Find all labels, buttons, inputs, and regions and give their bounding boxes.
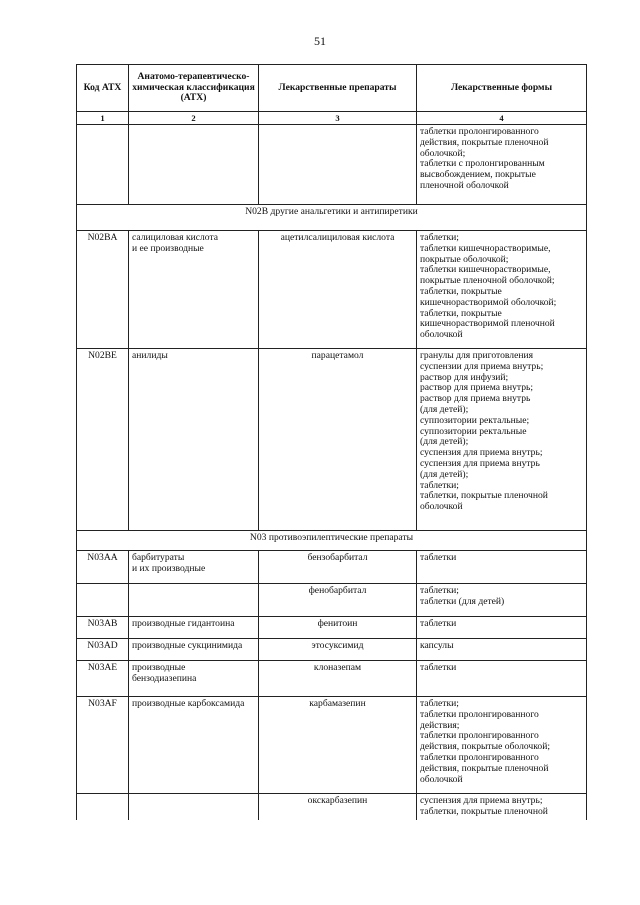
group-row bbox=[77, 205, 587, 231]
classification-cell bbox=[129, 584, 259, 617]
classification-cell: производные бензодиазепина bbox=[129, 661, 259, 697]
dosage-forms-cell: таблетки bbox=[417, 661, 587, 697]
atx-code-cell: N02BA bbox=[77, 231, 129, 349]
drug-name-cell bbox=[259, 125, 417, 205]
group-label: N03 противоэпилептические препараты bbox=[77, 531, 587, 551]
atx-table bbox=[76, 64, 587, 820]
table-row bbox=[77, 661, 587, 697]
column-number-row bbox=[77, 112, 587, 125]
dosage-forms-cell: таблетки bbox=[417, 551, 587, 584]
drug-name-cell: клоназепам bbox=[259, 661, 417, 697]
classification-cell bbox=[129, 125, 259, 205]
drug-name-cell: карбамазепин bbox=[259, 697, 417, 794]
classification-cell: салициловая кислота и ее производные bbox=[129, 231, 259, 349]
header-forms: Лекарственные формы bbox=[417, 65, 587, 112]
classification-cell bbox=[129, 794, 259, 820]
header-drugs: Лекарственные препараты bbox=[259, 65, 417, 112]
classification-cell: анилиды bbox=[129, 349, 259, 531]
atx-code-cell: N03AF bbox=[77, 697, 129, 794]
table-row bbox=[77, 125, 587, 205]
dosage-forms-cell: гранулы для приготовления суспензии для приема внутрь; раствор для инфузий; раствор для приема внутрь; раствор для приема внутрь (для детей); суппозитории ректальные; суппозитории ректальные (для детей); суспензия для приема внутрь; суспензия для приема внутрь (для детей); таблетки; таблетки, покрытые пленочной оболочкой bbox=[417, 349, 587, 531]
column-number: 2 bbox=[129, 112, 259, 125]
column-number: 4 bbox=[417, 112, 587, 125]
header-code: Код АТХ bbox=[77, 65, 129, 112]
dosage-forms-cell: таблетки; таблетки пролонгированного действия; таблетки пролонгированного действия, покрытые оболочкой; таблетки пролонгированного действия, покрытые пленочной оболочкой bbox=[417, 697, 587, 794]
dosage-forms-cell: таблетки; таблетки (для детей) bbox=[417, 584, 587, 617]
drug-name-cell: фенобарбитал bbox=[259, 584, 417, 617]
classification-cell: производные карбоксамида bbox=[129, 697, 259, 794]
atx-code-cell bbox=[77, 125, 129, 205]
group-row bbox=[77, 531, 587, 551]
classification-cell: производные сукцинимида bbox=[129, 639, 259, 661]
table-row bbox=[77, 697, 587, 794]
atx-code-cell bbox=[77, 584, 129, 617]
classification-cell: барбитураты и их производные bbox=[129, 551, 259, 584]
classification-cell: производные гидантоина bbox=[129, 617, 259, 639]
atx-code-cell: N03AA bbox=[77, 551, 129, 584]
table-body bbox=[77, 125, 587, 820]
table-row bbox=[77, 794, 587, 820]
atx-code-cell bbox=[77, 794, 129, 820]
table-row bbox=[77, 584, 587, 617]
table-row bbox=[77, 349, 587, 531]
column-number: 1 bbox=[77, 112, 129, 125]
table-row bbox=[77, 639, 587, 661]
dosage-forms-cell: суспензия для приема внутрь; таблетки, покрытые пленочной bbox=[417, 794, 587, 820]
atx-code-cell: N02BE bbox=[77, 349, 129, 531]
header-classification: Анатомо-терапевтическо-химическая классификация (АТХ) bbox=[129, 65, 259, 112]
table-row bbox=[77, 617, 587, 639]
column-number: 3 bbox=[259, 112, 417, 125]
drug-name-cell: окскарбазепин bbox=[259, 794, 417, 820]
atx-code-cell: N03AB bbox=[77, 617, 129, 639]
table-row bbox=[77, 551, 587, 584]
drug-name-cell: ацетилсалициловая кислота bbox=[259, 231, 417, 349]
page-number: 51 bbox=[314, 34, 326, 48]
drug-name-cell: этосуксимид bbox=[259, 639, 417, 661]
atx-code-cell: N03AE bbox=[77, 661, 129, 697]
dosage-forms-cell: таблетки bbox=[417, 617, 587, 639]
dosage-forms-cell: капсулы bbox=[417, 639, 587, 661]
table-row bbox=[77, 231, 587, 349]
atx-code-cell: N03AD bbox=[77, 639, 129, 661]
drug-name-cell: парацетамол bbox=[259, 349, 417, 531]
group-label: N02B другие анальгетики и антипиретики bbox=[77, 205, 587, 231]
drug-name-cell: фенитоин bbox=[259, 617, 417, 639]
drug-name-cell: бензобарбитал bbox=[259, 551, 417, 584]
dosage-forms-cell: таблетки пролонгированного действия, покрытые пленочной оболочкой; таблетки с пролонгированным высвобождением, покрытые пленочной оболочкой bbox=[417, 125, 587, 205]
table-header-row bbox=[77, 65, 587, 112]
dosage-forms-cell: таблетки; таблетки кишечнорастворимые, покрытые оболочкой; таблетки кишечнорастворимые, покрытые пленочной оболочкой; таблетки, покрытые кишечнорастворимой оболочкой; таблетки, покрытые кишечнорастворимой пленочной оболочкой bbox=[417, 231, 587, 349]
